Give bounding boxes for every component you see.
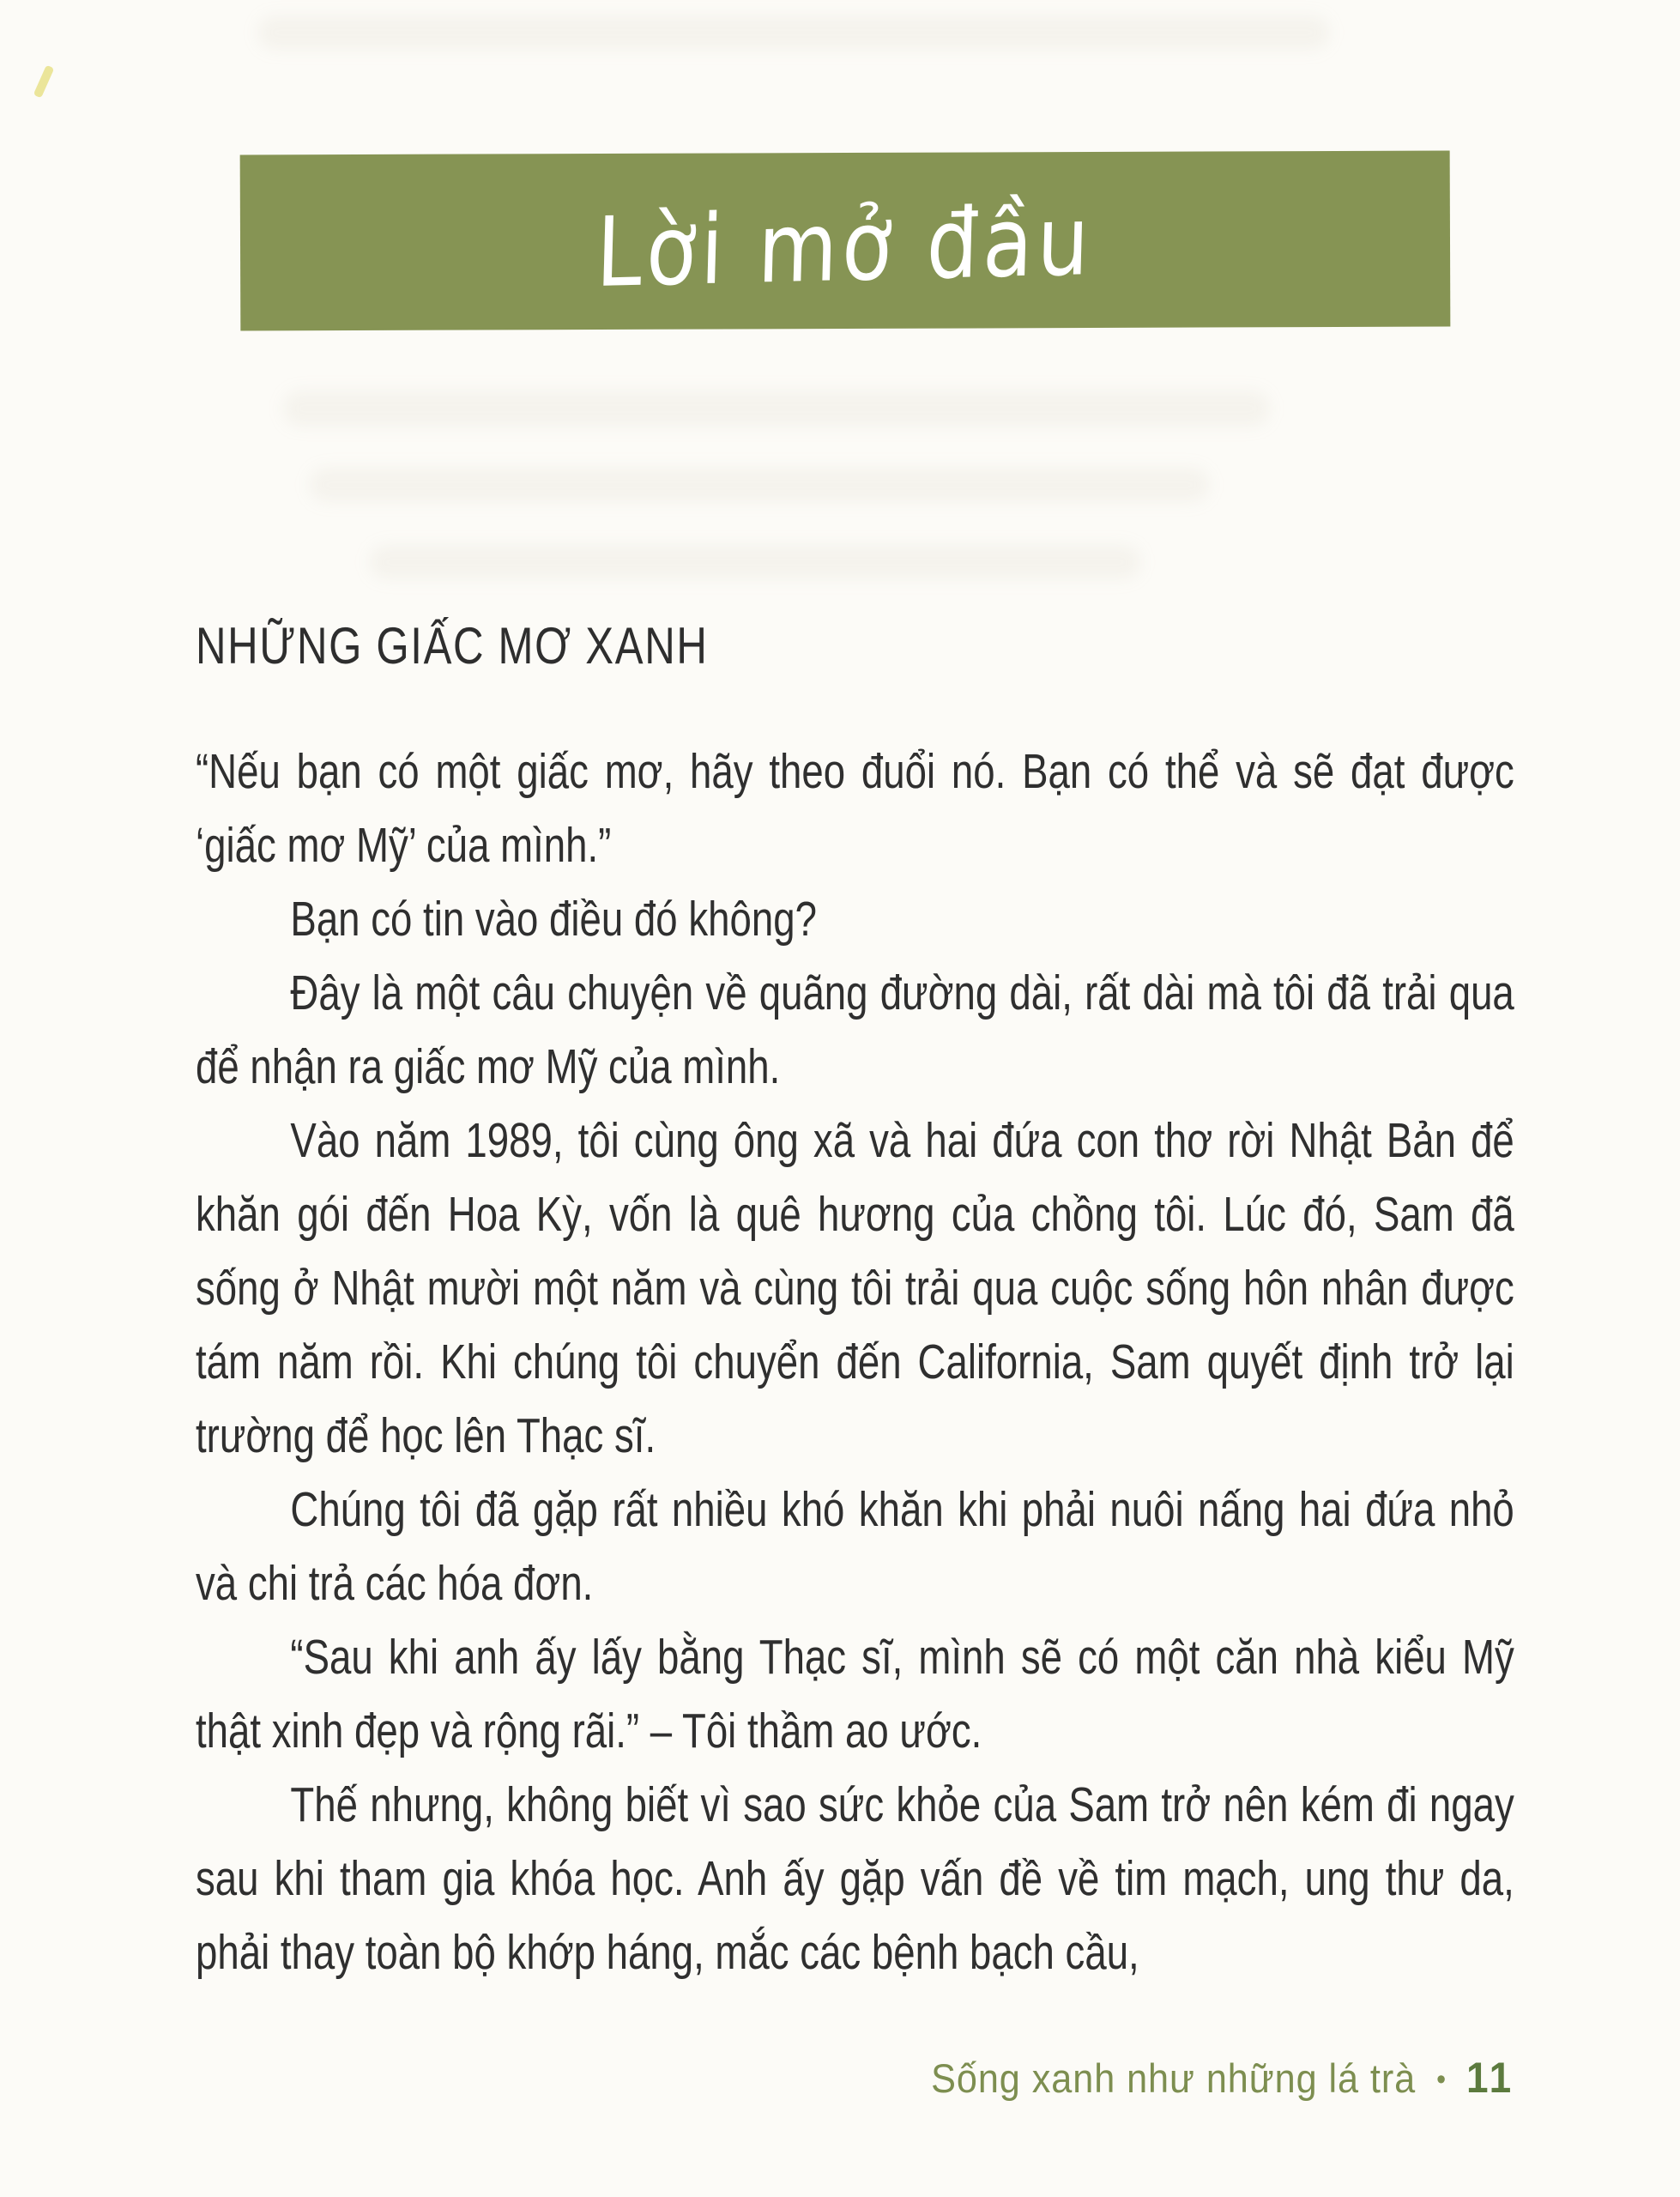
page-number: 11 (1466, 2054, 1514, 2102)
section-heading (196, 618, 821, 675)
scan-ghosting (283, 390, 1270, 427)
page-footer (931, 2053, 1514, 2103)
chapter-banner (240, 151, 1451, 331)
paragraph: Vào năm 1989, tôi cùng ông xã và hai đứa con thơ rời Nhật Bản để khăn gói đến Hoa Kỳ, vốn là quê hương của chồng tôi. Lúc đó, Sam đã sống ở Nhật mười một năm và cùng tôi trải qua cuộc sống hôn nhân được tám năm rồi. Khi chúng tôi chuyển đến California, Sam quyết định trở lại trường để học lên Thạc sĩ. (196, 1113, 1514, 1463)
scan-ghosting (369, 545, 1141, 579)
paragraph: “Nếu bạn có một giấc mơ, hãy theo đuổi nó. Bạn có thể và sẽ đạt được ‘giấc mơ Mỹ’ của mình.” (196, 744, 1514, 873)
body-text (196, 735, 1514, 1989)
chapter-title: Lời mở đầu (595, 185, 1096, 309)
paragraph: Thế nhưng, không biết vì sao sức khỏe của Sam trở nên kém đi ngay sau khi tham gia khóa học. Anh ấy gặp vấn đề về tim mạch, ung thư da, phải thay toàn bộ khớp háng, mắc các bệnh bạch cầu, (196, 1777, 1514, 1980)
paragraph: Chúng tôi đã gặp rất nhiều khó khăn khi phải nuôi nấng hai đứa nhỏ và chi trả các hóa đơn. (196, 1482, 1514, 1611)
scan-artifact (33, 65, 55, 99)
paragraph: “Sau khi anh ấy lấy bằng Thạc sĩ, mình sẽ có một căn nhà kiểu Mỹ thật xinh đẹp và rộng rãi.” – Tôi thầm ao ước. (196, 1630, 1514, 1758)
scan-ghosting (257, 15, 1330, 50)
scan-ghosting (309, 468, 1210, 502)
paragraph: Đây là một câu chuyện về quãng đường dài, rất dài mà tôi đã trải qua để nhận ra giấc mơ Mỹ của mình. (196, 965, 1514, 1094)
paragraph: Bạn có tin vào điều đó không? (290, 892, 817, 947)
section-heading-text: NHỮNG GIẤC MƠ XANH (196, 617, 709, 675)
footer-separator-dot: • (1436, 2063, 1447, 2096)
running-book-title: Sống xanh như những lá trà (931, 2055, 1417, 2101)
